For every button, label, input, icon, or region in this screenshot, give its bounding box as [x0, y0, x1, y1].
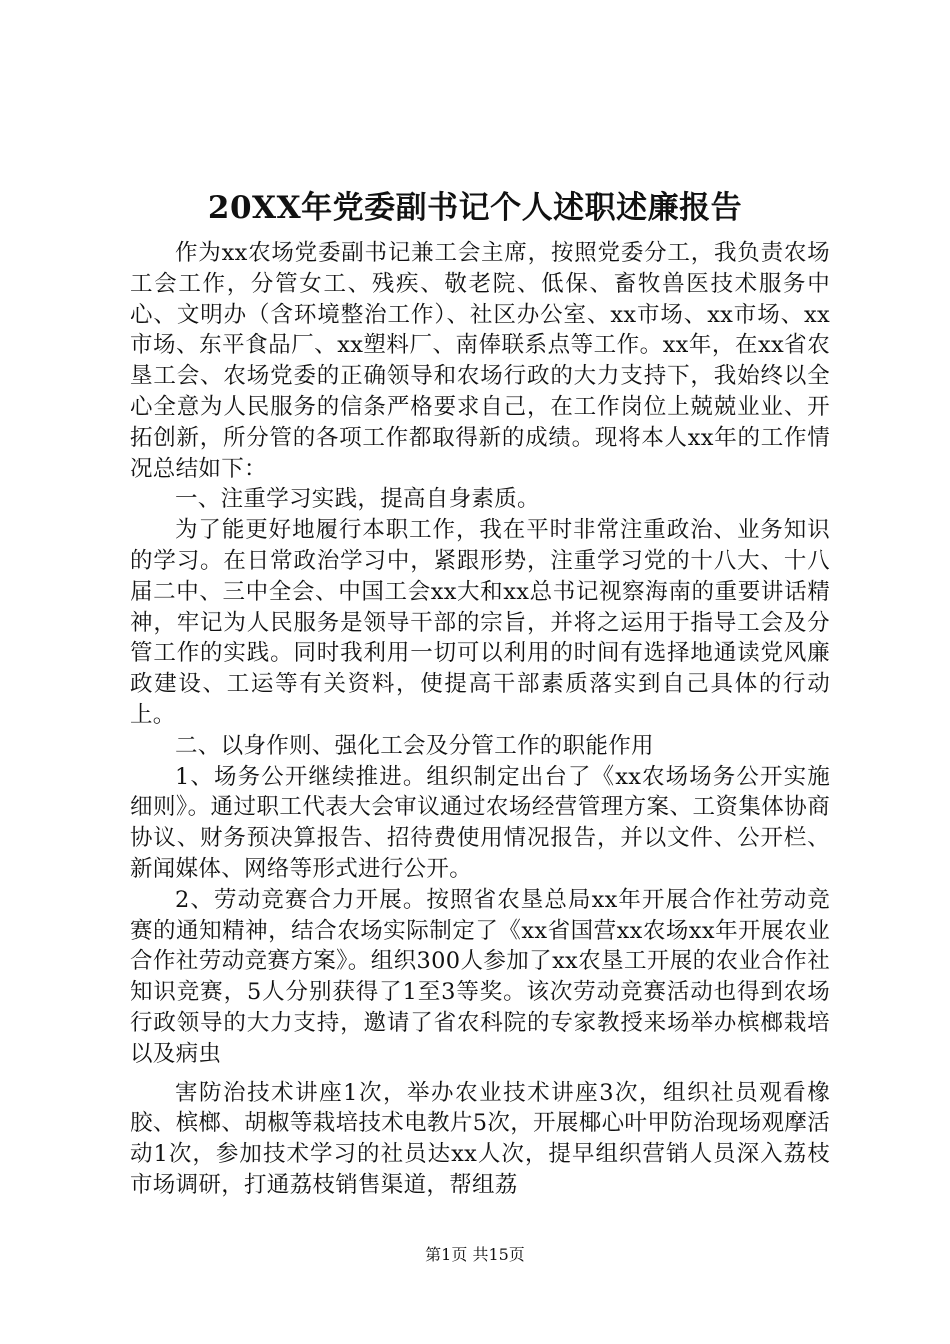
paragraph-study: 为了能更好地履行本职工作，我在平时非常注重政治、业务知识的学习。在日常政治学习中，紧跟形势，注重学习党的十八大、十八届二中、三中全会、中国工会xx大和xx总书记视察海南的重要讲话精神，牢记为人民服务是领导干部的宗旨，并将之运用于指导工会及分管工作的实践。同时我利用一切可以利用的时间有选择地通读党风廉政建设、工运等有关资料，使提高干部素质落实到自己具体的行动上。	[130, 517, 830, 728]
section-heading-2: 二、以身作则、强化工会及分管工作的职能作用	[175, 732, 654, 759]
page-number: 第1页 共15页	[425, 1245, 525, 1264]
paragraph-intro: 作为xx农场党委副书记兼工会主席，按照党委分工，我负责农场工会工作，分管女工、残疾、敬老院、低保、畜牧兽医技术服务中心、文明办（含环境整治工作）、社区办公室、xx市场、xx市场、xx市场、东平食品厂、xx塑料厂、南俸联系点等工作。xx年，在xx省农垦工会、农场党委的正确领导和农场行政的大力支持下，我始终以全心全意为人民服务的信条严格要求自己，在工作岗位上兢兢业业、开拓创新，所分管的各项工作都取得新的成绩。现将本人xx年的工作情况总结如下：	[130, 240, 830, 482]
paragraph-disclosure: 1、场务公开继续推进。组织制定出台了《xx农场场务公开实施细则》。通过职工代表大会审议通过农场经营管理方案、工资集体协商协议、财务预决算报告、招待费使用情况报告，并以文件、公开栏、新闻媒体、网络等形式进行公开。	[130, 763, 830, 882]
paragraph-competition: 2、劳动竞赛合力开展。按照省农垦总局xx年开展合作社劳动竞赛的通知精神，结合农场实际制定了《xx省国营xx农场xx年开展农业合作社劳动竞赛方案》。组织300人参加了xx农垦工开展的农业合作社知识竞赛，5人分别获得了1至3等奖。该次劳动竞赛活动也得到农场行政领导的大力支持，邀请了省农科院的专家教授来场举办槟榔栽培以及病虫	[130, 886, 830, 1067]
section-heading-1: 一、注重学习实践，提高自身素质。	[175, 486, 540, 513]
document-body	[130, 238, 830, 1201]
paragraph-training: 害防治技术讲座1次，举办农业技术讲座3次，组织社员观看橡胶、槟榔、胡椒等栽培技术电教片5次，开展椰心叶甲防治现场观摩活动1次，参加技术学习的社员达xx人次，提早组织营销人员深入荔枝市场调研，打通荔枝销售渠道，帮组荔	[130, 1079, 830, 1198]
document-title: 20XX年党委副书记个人述职述廉报告	[207, 190, 743, 226]
